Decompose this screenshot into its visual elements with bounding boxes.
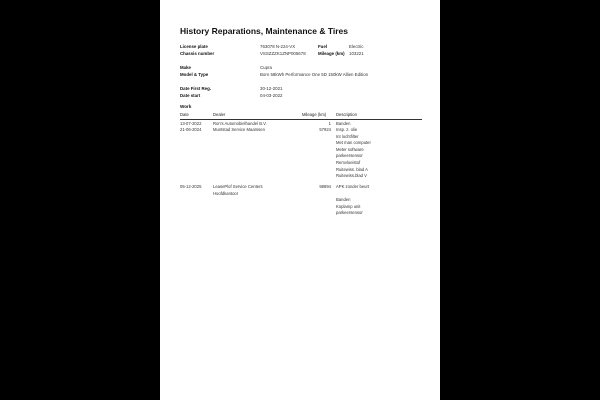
column-header-description: Description xyxy=(336,112,357,117)
work-section-title: Work xyxy=(180,104,192,109)
description-line: Ruitewiss.blad V xyxy=(336,173,367,179)
model-value: Born 58kWh Performance One 5D 150kW Allien Edition xyxy=(260,72,369,77)
make-value: Cupra xyxy=(260,65,272,70)
make-label: Make xyxy=(180,65,191,70)
description-line: parkeersensor xyxy=(336,210,363,216)
description-line: APK zonder beurt xyxy=(336,184,370,189)
dealer-line: LeasePlof Service Centers xyxy=(213,184,263,189)
table-row-mileage: 98894 xyxy=(319,184,331,189)
column-header-date: Date xyxy=(180,112,189,117)
license-plate-label: License plate xyxy=(180,44,208,49)
date-start-label: Date start xyxy=(180,93,201,98)
column-header-mileage: Mileage (km) xyxy=(302,112,327,117)
description-line: Remvloeistof xyxy=(336,159,361,165)
fuel-label: Fuel xyxy=(318,44,328,49)
header-divider xyxy=(180,119,422,120)
model-label: Model & Type xyxy=(180,72,209,77)
mileage-value: 103221 xyxy=(349,51,364,56)
description-line: Banden xyxy=(336,197,351,203)
table-row-mileage: 57924 xyxy=(319,127,331,132)
column-header-dealer: Dealer xyxy=(213,112,226,117)
description-line: Meter software xyxy=(336,146,364,152)
first-reg-value: 30-12-2021 xyxy=(260,86,283,91)
description-line xyxy=(336,191,369,198)
description-line: Banden xyxy=(336,121,351,126)
table-row-description xyxy=(336,127,371,180)
dealer-line: Hoofdkantoor xyxy=(213,190,239,196)
description-line: Int luchtfilter xyxy=(336,133,359,139)
first-reg-label: Date First Reg. xyxy=(180,86,211,91)
chassis-value: VSSZZZK1ZNP005678 xyxy=(260,51,306,56)
description-line: Met man computer xyxy=(336,140,371,146)
page-title: History Reparations, Maintenance & Tires xyxy=(180,26,349,36)
table-row-dealer xyxy=(213,184,263,197)
date-start-value: 04-03-2022 xyxy=(260,93,283,98)
table-row-dealer: Ron's Automobielhandel B.V. xyxy=(213,121,267,126)
chassis-label: Chassis number xyxy=(180,51,215,56)
table-row-date: 13-07-2022 xyxy=(180,121,202,126)
table-row-date: 05-12-2025 xyxy=(180,184,202,189)
mileage-label: Mileage (km) xyxy=(318,51,345,56)
license-plate-value: 763078 N-224-VX xyxy=(260,44,296,49)
description-line: Ruitewiss. blad A xyxy=(336,166,368,172)
description-line: Koplamp unit xyxy=(336,203,361,209)
fuel-value: Electric xyxy=(349,44,364,49)
table-row-mileage: 1 xyxy=(328,121,331,126)
table-row-date: 21-06-2024 xyxy=(180,127,202,132)
description-line: Insp. z. olie xyxy=(336,127,358,132)
description-line: parkeersensor xyxy=(336,153,363,159)
table-row-description xyxy=(336,184,369,217)
document-page xyxy=(160,0,440,400)
table-row-dealer: Muntstad Service Maarssen xyxy=(213,127,265,132)
